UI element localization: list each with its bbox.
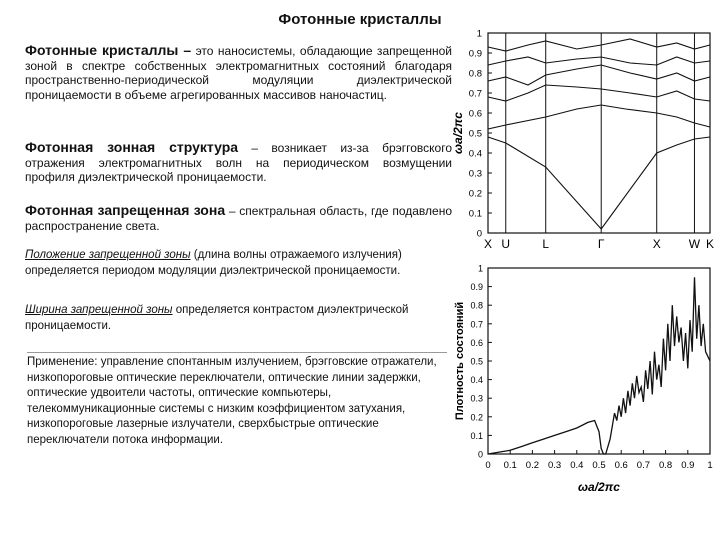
dos-y-tick-label: 0.4 xyxy=(470,375,483,386)
text-gap-width: определяется контрастом диэлектрической проницаемости. xyxy=(25,304,409,332)
paragraph-photonic-crystals xyxy=(25,43,452,102)
band-curve xyxy=(601,137,710,229)
term-gap-width: Ширина запрещенной зоны xyxy=(25,304,173,316)
band-curve xyxy=(488,85,710,101)
dos-x-tick-label: 0.2 xyxy=(525,460,540,471)
dos-x-tick-label: 0 xyxy=(485,460,491,471)
band-curve xyxy=(488,65,710,85)
band-k-label: Γ xyxy=(597,237,605,251)
band-curve xyxy=(488,137,601,229)
band-structure-chart xyxy=(450,25,718,255)
dos-x-tick-label: 0.7 xyxy=(636,460,651,471)
dos-x-tick-label: 0.9 xyxy=(681,460,695,471)
band-y-tick-label: 1 xyxy=(476,28,482,40)
dos-x-tick-label: 0.6 xyxy=(614,460,628,471)
dos-x-axis-label: ωa/2πc xyxy=(578,480,620,494)
text-gap-position: (длина волны отражаемого излучения) определяется периодом модуляции диэлектрической проницаемости. xyxy=(25,249,402,277)
band-k-label: X xyxy=(483,237,493,251)
dos-y-tick-label: 0.8 xyxy=(470,300,483,311)
text-band-gap: – спектральная область, где подавлено распространение света. xyxy=(25,204,452,233)
band-curve xyxy=(601,105,710,127)
dos-y-tick-label: 0.3 xyxy=(470,393,483,404)
dos-x-tick-label: 0.4 xyxy=(570,460,584,471)
term-band-gap: Фотонная запрещенная зона xyxy=(25,202,226,218)
band-y-tick-label: 0.7 xyxy=(468,88,482,100)
paragraph-band-gap xyxy=(25,203,452,233)
band-k-label: L xyxy=(542,237,550,251)
band-curve xyxy=(488,105,601,129)
dos-curve xyxy=(488,277,710,454)
dos-x-tick-label: 0.1 xyxy=(503,460,517,471)
band-k-label: W xyxy=(688,237,701,251)
band-curve xyxy=(488,39,710,51)
band-y-tick-label: 0.4 xyxy=(468,148,482,160)
band-curve xyxy=(488,57,710,65)
paragraph-band-structure xyxy=(25,140,452,185)
dos-x-tick-label: 0.5 xyxy=(592,460,606,471)
text-band-structure: – возникает из-за брэгговского отражения электромагнитных волн на периодическом возмущении профиля диэлектрической проницаемости. xyxy=(25,141,452,184)
dos-y-tick-label: 0.6 xyxy=(470,337,483,348)
term-band-structure: Фотонная зонная структура xyxy=(25,139,239,155)
dos-y-tick-label: 0.1 xyxy=(470,430,483,441)
band-y-axis-label: ωa/2πc xyxy=(451,112,465,154)
text-applications: Применение: управление спонтанным излучением, брэгговские отражатели, низкопороговые оптические переключатели, оптические линии задержки, оптические удвоители частоты, оптические компьютеры, телекоммуникационные системы с низким коэффициентом затухания, низкопороговые лазерные излучатели, сверхбыстрые оптические переключатели потока информации. xyxy=(27,356,437,446)
band-y-tick-label: 0.5 xyxy=(468,128,482,140)
dos-y-axis-label: Плотность состояний xyxy=(454,301,466,421)
density-of-states-chart xyxy=(450,262,718,502)
dos-x-tick-label: 0.3 xyxy=(547,460,562,471)
dos-y-tick-label: 0.2 xyxy=(470,412,483,423)
slide-title: Фотонные кристаллы xyxy=(278,11,442,28)
paragraph-gap-position xyxy=(25,248,452,279)
band-k-label: X xyxy=(652,237,661,251)
band-k-label: K xyxy=(705,237,715,251)
dos-x-tick-label: 1 xyxy=(707,460,713,471)
dos-y-tick-label: 0.9 xyxy=(470,282,483,293)
term-photonic-crystals: Фотонные кристаллы – xyxy=(25,42,192,58)
paragraph-gap-width xyxy=(25,303,452,334)
dos-y-tick-label: 1 xyxy=(477,263,483,274)
band-y-tick-label: 0.6 xyxy=(468,108,482,120)
band-y-tick-label: 0 xyxy=(476,228,482,240)
term-gap-position: Положение запрещенной зоны xyxy=(25,249,191,261)
band-y-tick-label: 0.9 xyxy=(468,48,482,60)
band-plot-frame xyxy=(488,33,710,233)
paragraph-applications xyxy=(27,352,447,448)
dos-y-tick-label: 0 xyxy=(477,449,483,460)
dos-y-tick-label: 0.7 xyxy=(470,319,483,330)
band-y-tick-label: 0.8 xyxy=(468,68,482,80)
band-y-tick-label: 0.2 xyxy=(468,188,482,200)
band-y-tick-label: 0.1 xyxy=(468,208,482,220)
dos-x-tick-label: 0.8 xyxy=(658,460,673,471)
dos-y-tick-label: 0.5 xyxy=(470,356,483,367)
text-photonic-crystals: это наносистемы, обладающие запрещенной зоной в спектре собственных электромагнитных состояний благодаря пространственно-периодической модуляции диэлектрической проницаемости в объеме агрегированных массивов наночастиц. xyxy=(25,44,452,102)
dos-plot-frame xyxy=(488,268,710,454)
band-k-label: U xyxy=(501,237,511,251)
band-y-tick-label: 0.3 xyxy=(468,168,482,180)
